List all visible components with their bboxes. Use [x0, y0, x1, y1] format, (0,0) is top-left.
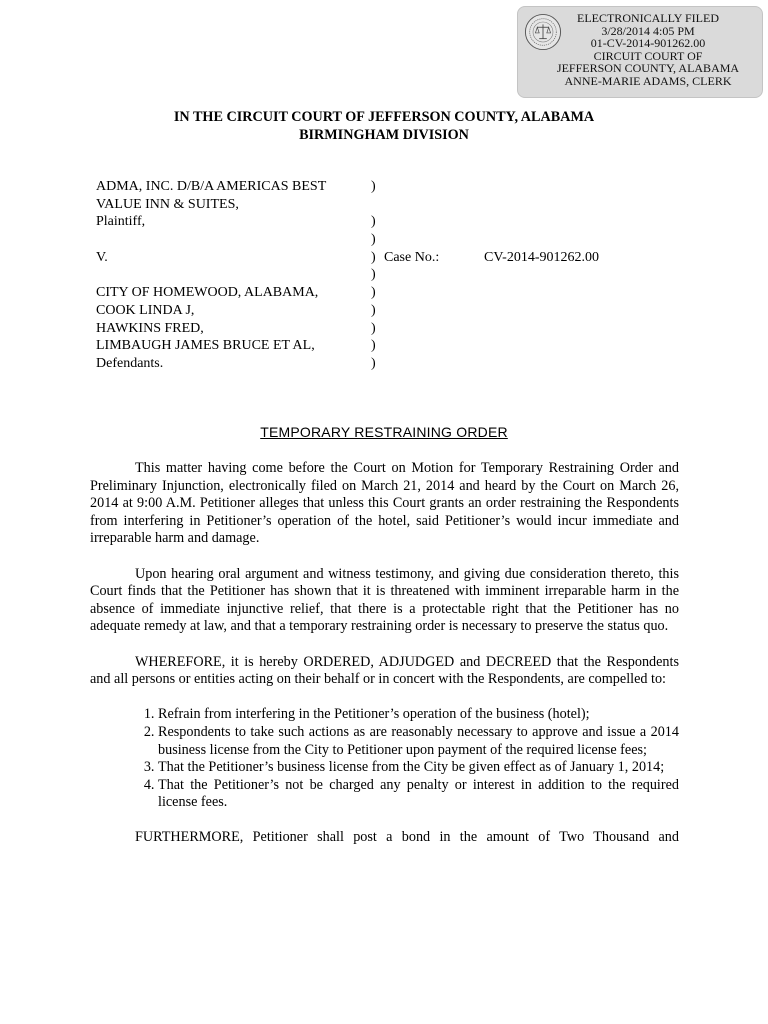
- paragraph-findings: Upon hearing oral argument and witness testimony, and giving due consideration thereto, this Court finds that the Petitioner has shown that it is threatened with imminent irreparable harm in the absence of immediate injunctive relief, that there is a protectable right that the Petitioner has no adequate remedy at law, and that a temporary restraining order is necessary to preserve the status quo.: [90, 565, 679, 635]
- case-number: CV-2014-901262.00: [484, 249, 599, 265]
- caption-row: [96, 355, 716, 373]
- stamp-line-county: JEFFERSON COUNTY, ALABAMA: [556, 61, 740, 76]
- relief-item: 2. Respondents to take such actions as are reasonably necessary to approve and issue a 2014 business license from the City to Petitioner upon payment of the required license fees;: [158, 724, 679, 759]
- caption-paren: ): [371, 355, 376, 371]
- caption-paren: ): [371, 267, 376, 283]
- stamp-line-filed: ELECTRONICALLY FILED: [576, 11, 719, 25]
- caption-row: [96, 213, 716, 231]
- court-division: BIRMINGHAM DIVISION: [299, 126, 469, 143]
- caption-row: [96, 337, 716, 355]
- stamp-line-court: CIRCUIT COURT OF: [593, 48, 703, 63]
- plaintiff-role: Plaintiff,: [96, 214, 146, 230]
- paragraph-background: This matter having come before the Court on Motion for Temporary Restraining Order and Preliminary Injunction, electronically filed on March 21, 2014 and heard by the Court on March 26, 2014 at 9:00 A.M. Petitioner alleges that unless this Court grants an order restraining the Respondents from interfering in Petitioner’s operation of the hotel, said Petitioner’s would incur immediate and irreparable harm and damage.: [90, 460, 679, 547]
- order-body: [90, 460, 679, 865]
- defendant-role: Defendants.: [96, 355, 164, 371]
- defendant-city: CITY OF HOMEWOOD, ALABAMA,: [96, 285, 319, 301]
- caption-paren: ): [371, 285, 376, 301]
- electronic-filing-stamp: [517, 6, 763, 98]
- relief-item: 4. That the Petitioner’s not be charged any penalty or interest in addition to the required license fees.: [158, 777, 679, 812]
- caption-paren: ): [371, 179, 376, 194]
- stamp-line-case-number: 01-CV-2014-901262.00: [590, 36, 706, 51]
- court-header: [0, 109, 768, 144]
- caption-row: [96, 302, 716, 320]
- stamp-line-datetime: 3/28/2014 4:05 PM: [601, 23, 695, 38]
- plaintiff-name-line2: VALUE INN & SUITES,: [96, 196, 239, 212]
- caption-paren: ): [371, 249, 376, 265]
- stamp-text: [536, 12, 760, 88]
- paragraph-furthermore: FURTHERMORE, Petitioner shall post a bond in the amount of Two Thousand and: [135, 829, 679, 846]
- caption-paren: ): [371, 302, 376, 318]
- case-number-label: Case No.:: [384, 249, 440, 265]
- caption-row: [96, 178, 716, 196]
- caption-row: [96, 266, 716, 284]
- caption-row: [96, 196, 716, 214]
- versus-label: V.: [96, 249, 108, 265]
- case-caption: [96, 178, 716, 373]
- defendant-hawkins: HAWKINS FRED,: [96, 320, 204, 336]
- plaintiff-name-line1: ADMA, INC. D/B/A AMERICAS BEST: [96, 179, 327, 194]
- relief-item: 1. Refrain from interfering in the Petitioner’s operation of the business (hotel);: [158, 706, 679, 724]
- paragraph-wherefore: WHEREFORE, it is hereby ORDERED, ADJUDGED and DECREED that the Respondents and all persons or entities acting on their behalf or in concert with the Respondents, are compelled to:: [90, 653, 679, 688]
- caption-row: [96, 249, 716, 267]
- defendant-cook: COOK LINDA J,: [96, 302, 195, 318]
- caption-paren: ): [371, 214, 376, 230]
- caption-row: [96, 320, 716, 338]
- caption-paren: ): [371, 320, 376, 336]
- ordered-relief-list: [90, 706, 679, 812]
- order-title: TEMPORARY RESTRAINING ORDER: [260, 424, 508, 440]
- caption-row: [96, 284, 716, 302]
- caption-paren: ): [371, 338, 376, 354]
- defendant-limbaugh: LIMBAUGH JAMES BRUCE ET AL,: [96, 338, 315, 354]
- relief-item: 3. That the Petitioner’s business license from the City be given effect as of January 1, 2014;: [158, 759, 679, 777]
- stamp-line-clerk: ANNE-MARIE ADAMS, CLERK: [564, 73, 732, 88]
- caption-paren: ): [371, 232, 376, 248]
- caption-row: [96, 231, 716, 249]
- court-name: IN THE CIRCUIT COURT OF JEFFERSON COUNTY, ALABAMA: [173, 109, 595, 125]
